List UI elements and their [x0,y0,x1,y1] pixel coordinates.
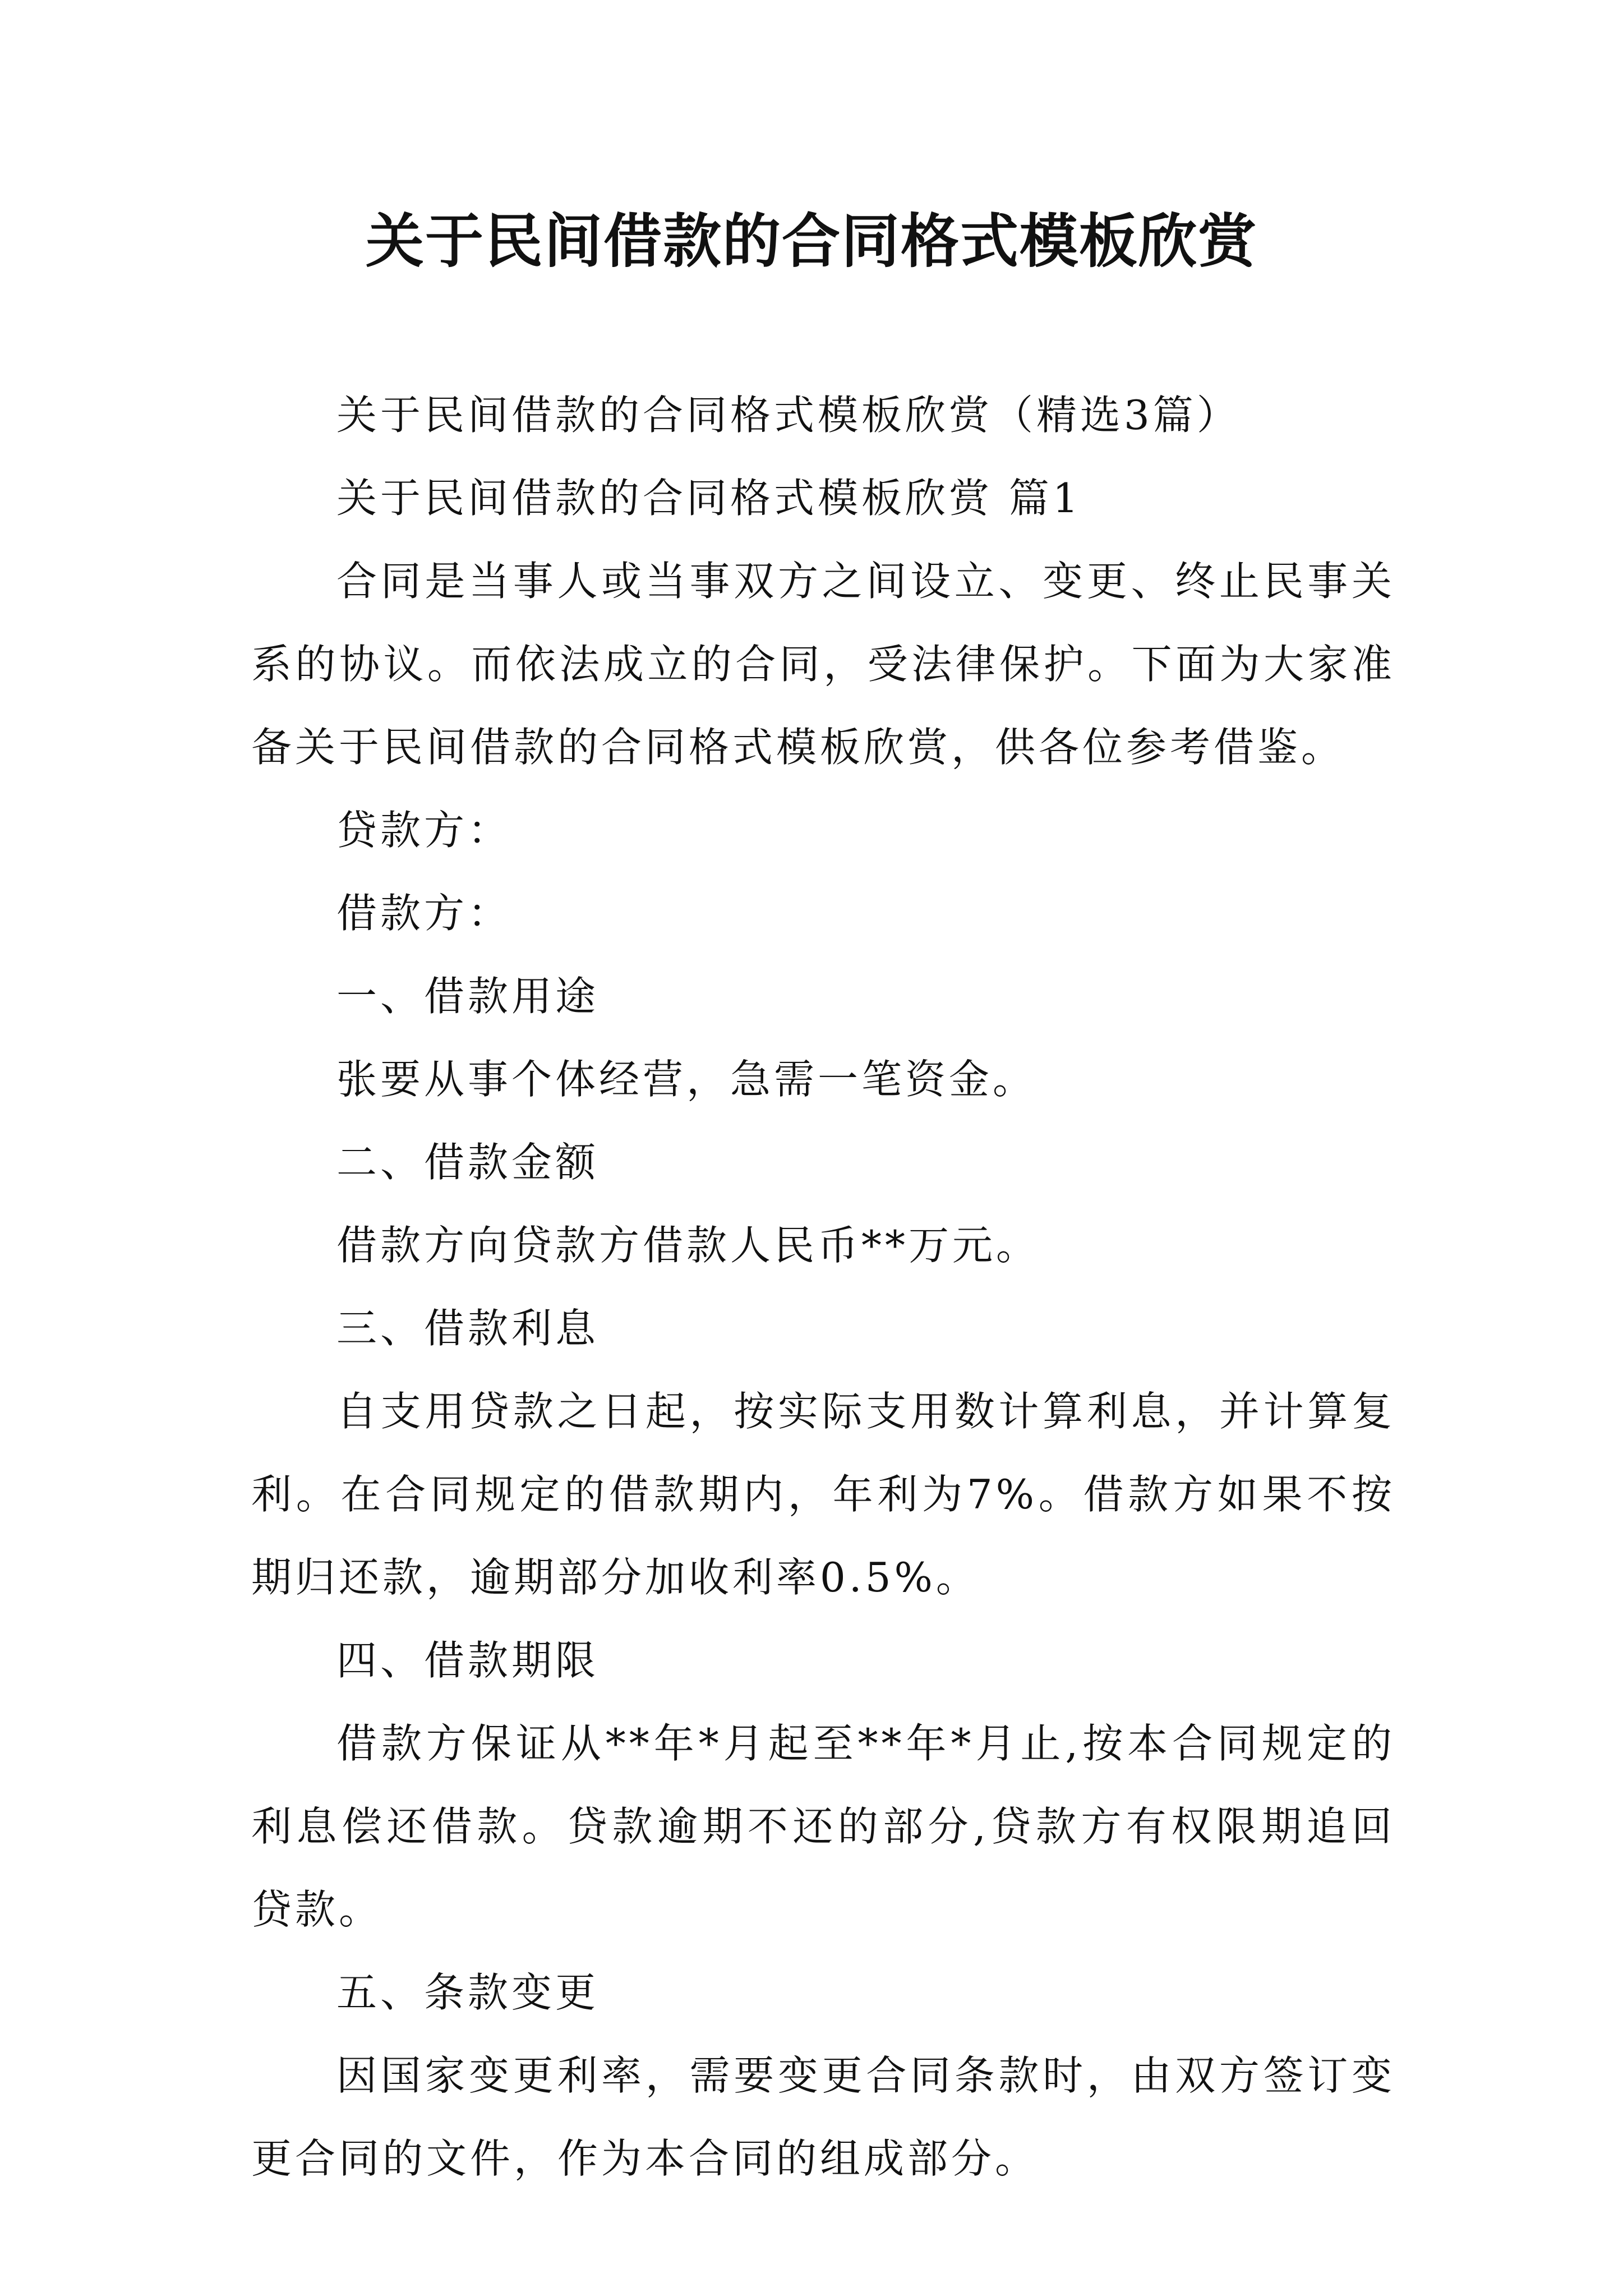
subtitle-part-1: 关于民间借款的合同格式模板欣赏 篇1 [336,475,1082,522]
section-text-purpose: 张要从事个体经营，急需一笔资金。 [336,1056,1037,1103]
section-text-changes: 因国家变更利率，需要变更合同条款时，由双方签订变更合同的文件，作为本合同的组成部分。 [251,2052,1395,2182]
section-heading-purpose: 一、借款用途 [336,973,600,1020]
subtitle-collection: 关于民间借款的合同格式模板欣赏（精选3篇） [336,392,1241,439]
section-heading-interest: 三、借款利息 [336,1305,600,1352]
section-heading-term: 四、借款期限 [336,1637,600,1684]
section-heading-amount: 二、借款金额 [336,1139,600,1186]
section-text-term: 借款方保证从**年*月起至**年*月止,按本合同规定的利息偿还借款。贷款逾期不还的部分,贷款方有权限期追回贷款。 [251,1720,1395,1933]
document-body [251,374,1395,2200]
intro-paragraph: 合同是当事人或当事双方之间设立、变更、终止民事关系的协议。而依法成立的合同，受法律保护。下面为大家准备关于民间借款的合同格式模板欣赏，供各位参考借鉴。 [251,558,1395,771]
section-heading-changes: 五、条款变更 [336,1969,600,2016]
borrower-line: 借款方： [336,890,512,937]
document-title: 关于民间借款的合同格式模板欣赏 [365,207,1257,275]
section-text-amount: 借款方向贷款方借款人民币**万元。 [336,1222,1040,1269]
lender-line: 贷款方： [336,807,512,854]
section-text-interest: 自支用贷款之日起，按实际支用数计算利息，并计算复利。在合同规定的借款期内，年利为7%。借款方如果不按期归还款，逾期部分加收利率0.5%。 [251,1388,1395,1601]
